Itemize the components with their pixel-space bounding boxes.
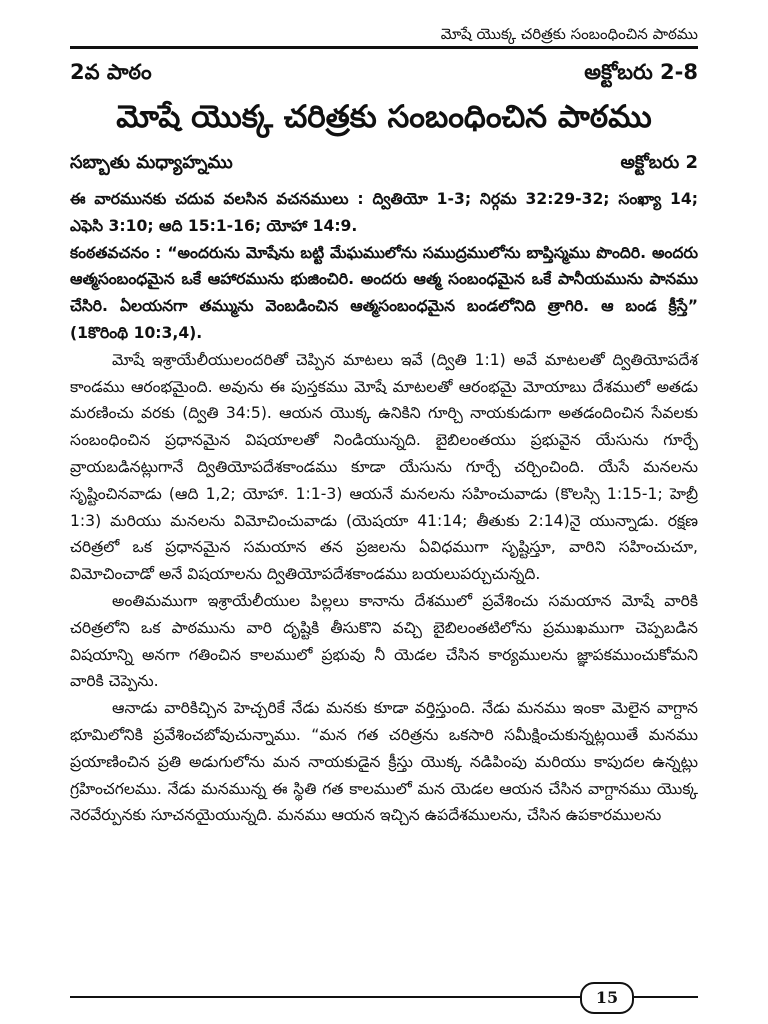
- page-number: 15: [580, 982, 634, 1014]
- body-paragraph-3: ఆనాడు వారికిచ్చిన హెచ్చరికే నేడు మనకు కూడా వర్తిస్తుంది. నేడు మనము ఇంకా మెలైన వాగ్దాన భూమిలోనికి ప్రవేశించబోవుచున్నాము. “మన గత చరిత్రను ఒకసారి సమీక్షించుకున్నట్లయితే మనము ప్రయాణించిన ప్రతి అడుగులోను మన నాయకుడైన క్రీస్తు యొక్క నడిపింపు మరియు కాపుదల ఉన్నట్లు గ్రహించగలము. నేడు మనమున్న ఈ స్థితి గత కాలములో మన యెడల ఆయన చేసిన వాగ్దానము యొక్క నెరవేర్పునకు సూచనయైయున్నది. మనము ఆయన ఇచ్చిన ఉపదేశములను, చేసిన ఉపకారములను: [70, 699, 698, 825]
- lesson-number: 2వ పాఠం: [70, 60, 152, 84]
- day-line: [70, 150, 698, 178]
- running-header: [70, 24, 698, 49]
- lesson-line: [70, 60, 698, 90]
- body-content: [70, 186, 698, 829]
- memory-verse-label: కంఠతవచనం :: [70, 243, 162, 262]
- body-paragraph-1: మోషే ఇశ్రాయేలీయులందరితో చెప్పిన మాటలు ఇవే (ద్వితి 1:1) అవే మాటలతో ద్వితియోపదేశ కాండము ఆరంభమైంది. అవును ఈ పుస్తకము మోషే మాటలతో ఆరంభమై మోయాబు దేశములో అతడు మరణించు వరకు (ద్వితి 34:5). ఆయన యొక్క ఉనికిని గూర్చి నాయకుడుగా అతడందించిన సేవలకు సంబంధించిన ప్రధానమైన విషయాలతో నిండియున్నది. బైబిలంతయు ప్రభువైన యేసును గూర్చే వ్రాయబడినట్లుగానే ద్వితియోపదేశకాండము కూడా యేసును గూర్చే చర్చించింది. యేసే మనలను సృష్టించినవాడు (ఆది 1,2; యోహా. 1:1-3) ఆయనే మనలను సహించువాడు (కొలస్సి 1:15-1; హెబ్రీ 1:3) మరియు మనలను విమోచించువాడు (యెషయా 41:14; తీతుకు 2:14)నై యున్నాడు. రక్షణ చరిత్రలో ఒక ప్రధానమైన సమయాన తన ప్రజలను ఏవిధముగా సృష్టిస్తూ, వారిని సహించుచూ, విమోచించాడో అనే విషయాలను ద్వితియోపదేశకాండము బయలుపర్చుచున్నది.: [70, 350, 698, 584]
- memory-verse: [70, 240, 698, 347]
- weekly-reading: ఈ వారమునకు చదువ వలసిన వచనములు : ద్వితియో 1-3; నిర్గమ 32:29-32; సంఖ్యా 14; ఎఫెసి 3:10; ఆది 15:1-16; యోహా 14:9.: [70, 190, 698, 235]
- running-header-title: మోషే యొక్క చరిత్రకు సంబంధించిన పాఠము: [435, 24, 698, 44]
- page-title: మోషే యొక్క చరిత్రకు సంబంధించిన పాఠము: [116, 99, 652, 135]
- lesson-dates: అక్టోబరు 2-8: [584, 60, 698, 84]
- page: [70, 0, 698, 1024]
- memory-verse-text: “అందరును మోషేను బట్టి మేఘములోను సముద్రములోను బాప్తిస్మము పొందిరి. అందరు ఆత్మసంబంధమైన ఒకే ఆహారమును భుజించిరి. అందరు ఆత్మ సంబంధమైన ఒకే పానీయమును పానము చేసిరి. ఏలయనగా తమ్మును వెంబడించిన ఆత్మసంబంధమైన బండలోనిది త్రాగిరి. ఆ బండ క్రీస్తే” (1కొరింథి 10:3,4).: [70, 243, 698, 342]
- body-paragraph-2: అంతిమముగా ఇశ్రాయేలీయుల పిల్లలు కానాను దేశములో ప్రవేశించు సమయాన మోషే వారికి చరిత్రలోని ఒక పాఠమును వారి దృష్టికి తీసుకొని వచ్చి బైబిలంతటిలోను ప్రముఖముగా చెప్పబడిన విషయాన్ని అనగా గతించిన కాలములో ప్రభువు నీ యెడల చేసిన కార్యములను జ్ఞాపకముంచుకోమని వారికి చెప్పెను.: [70, 591, 698, 691]
- day-label: సబ్బాతు మధ్యాహ్నము: [70, 151, 233, 173]
- day-date: అక్టోబరు 2: [620, 151, 698, 173]
